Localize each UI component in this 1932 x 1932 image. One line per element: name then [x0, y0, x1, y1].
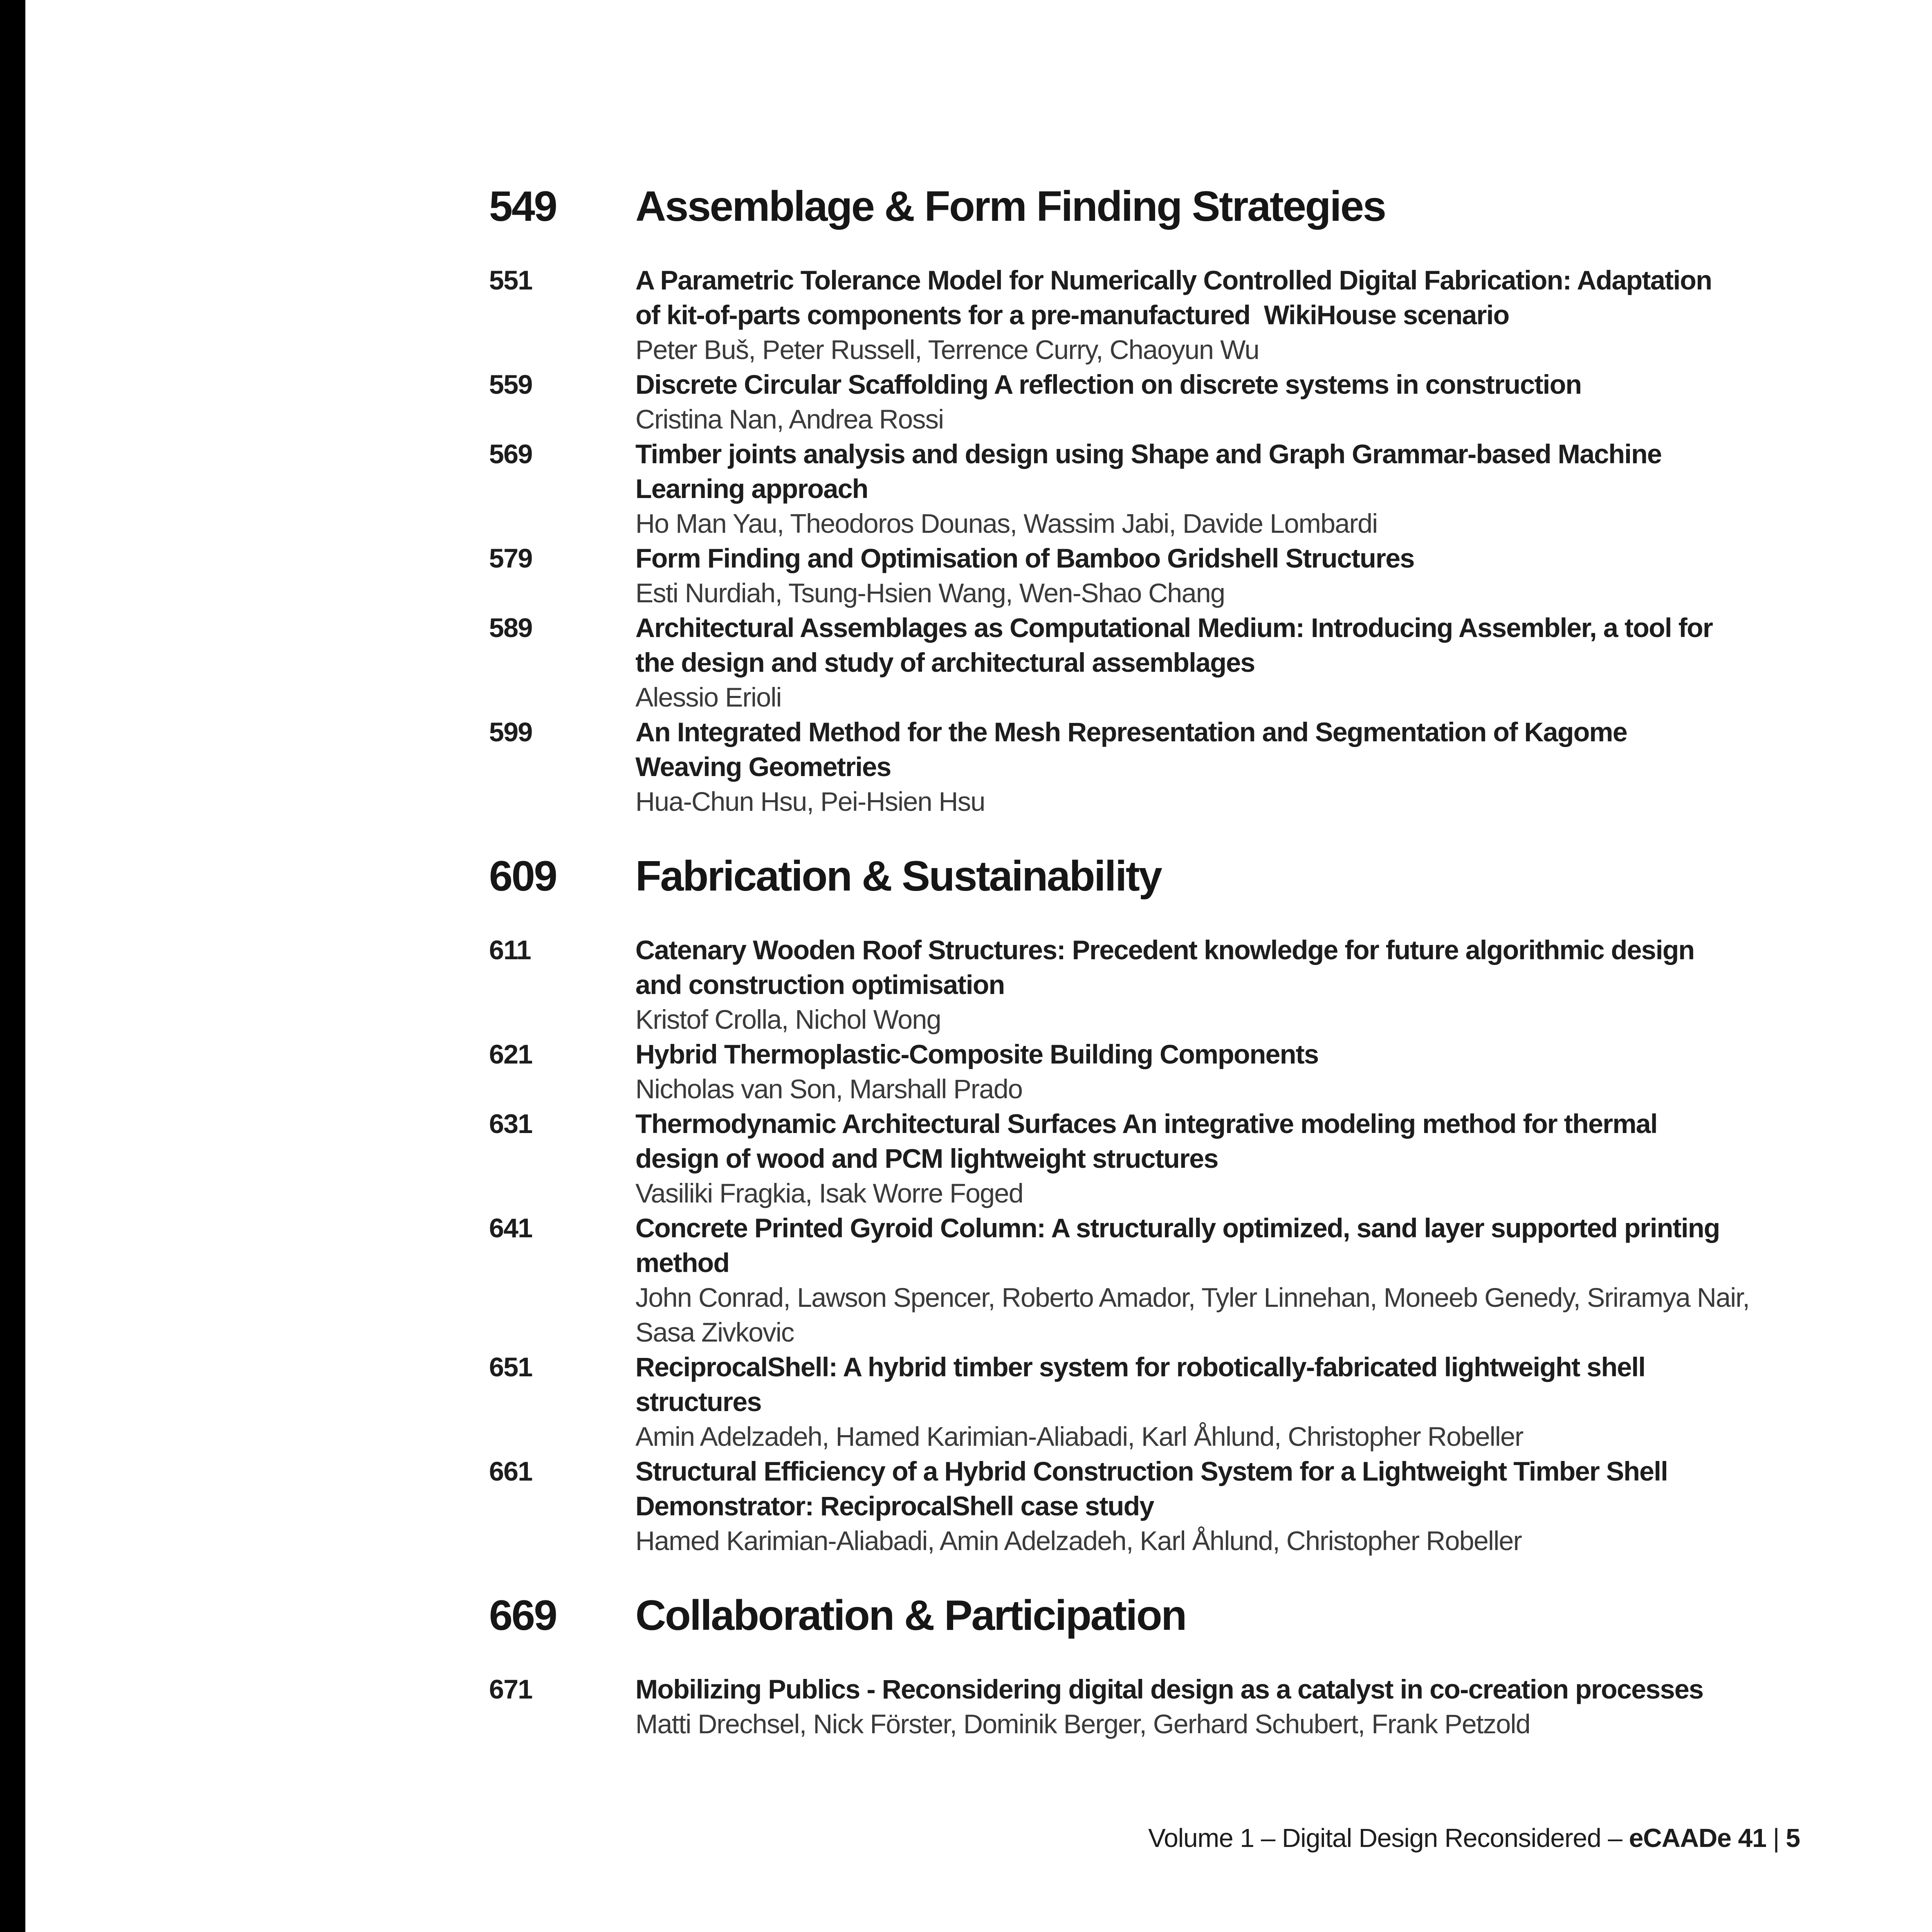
entry-title-line: Catenary Wooden Roof Structures: Precedent knowledge for future algorithmic design — [635, 935, 1694, 965]
entry-page-number: 569 — [489, 439, 532, 469]
entry-authors-line: Kristof Crolla, Nichol Wong — [635, 1004, 941, 1034]
toc-entry — [489, 1350, 1851, 1454]
entry-authors-line: Matti Drechsel, Nick Förster, Dominik Berger, Gerhard Schubert, Frank Petzold — [635, 1709, 1530, 1739]
page-footer — [1148, 1824, 1800, 1852]
toc-entry — [489, 367, 1851, 437]
entry-text — [635, 1106, 1851, 1211]
entry-title-line: Hybrid Thermoplastic-Composite Building Components — [635, 1039, 1319, 1069]
entry-text — [635, 541, 1851, 610]
entry-title-line: Discrete Circular Scaffolding A reflection on discrete systems in construction — [635, 369, 1582, 399]
section-entries — [489, 263, 1851, 819]
section-title: Fabrication & Sustainability — [635, 853, 1161, 900]
toc-entry — [489, 541, 1851, 610]
entry-page-number: 579 — [489, 543, 532, 573]
toc-entry — [489, 1672, 1851, 1741]
entry-authors-line: Cristina Nan, Andrea Rossi — [635, 404, 944, 434]
entry-title-line: Thermodynamic Architectural Surfaces An integrative modeling method for thermal — [635, 1108, 1657, 1139]
entry-text — [635, 263, 1851, 367]
entry-title-line: Demonstrator: ReciprocalShell case study — [635, 1491, 1154, 1521]
entry-page-number: 559 — [489, 369, 532, 399]
entry-title-line: Timber joints analysis and design using Shape and Graph Grammar-based Machine — [635, 439, 1662, 469]
entry-text — [635, 933, 1851, 1037]
toc-entry — [489, 1454, 1851, 1558]
entry-text — [635, 715, 1851, 819]
section-title: Collaboration & Participation — [635, 1592, 1186, 1639]
entry-text — [635, 1350, 1851, 1454]
toc-entry — [489, 1106, 1851, 1211]
page-edge-bar — [0, 0, 25, 1932]
entry-page-number: 589 — [489, 613, 532, 643]
entry-page-number: 641 — [489, 1213, 532, 1243]
entry-text — [635, 1672, 1851, 1741]
section-entries — [489, 1672, 1851, 1741]
section-page-number: 549 — [489, 183, 556, 230]
entry-authors-line: Sasa Zivkovic — [635, 1317, 794, 1347]
section-page-number: 669 — [489, 1592, 556, 1639]
entry-text — [635, 367, 1851, 437]
entry-authors-line: Hamed Karimian-Aliabadi, Amin Adelzadeh, Karl Åhlund, Christopher Robeller — [635, 1526, 1522, 1556]
toc-entry — [489, 715, 1851, 819]
entry-title-line: Weaving Geometries — [635, 752, 891, 782]
entry-authors-line: Amin Adelzadeh, Hamed Karimian-Aliabadi, Karl Åhlund, Christopher Robeller — [635, 1421, 1523, 1452]
entry-title-line: design of wood and PCM lightweight structures — [635, 1143, 1218, 1174]
section-page-number: 609 — [489, 853, 556, 900]
footer-page-number: 5 — [1786, 1823, 1800, 1853]
entry-page-number: 631 — [489, 1108, 532, 1139]
entry-authors-line: Peter Buš, Peter Russell, Terrence Curry, Chaoyun Wu — [635, 334, 1259, 365]
entry-title-line: Architectural Assemblages as Computational Medium: Introducing Assembler, a tool for — [635, 613, 1713, 643]
entry-page-number: 551 — [489, 265, 532, 295]
entry-title-line: and construction optimisation — [635, 969, 1005, 1000]
entry-title-line: Concrete Printed Gyroid Column: A structurally optimized, sand layer supported printing — [635, 1213, 1720, 1243]
section-heading-row — [489, 853, 1851, 900]
entry-title-line: Form Finding and Optimisation of Bamboo Gridshell Structures — [635, 543, 1414, 573]
toc-entry — [489, 933, 1851, 1037]
entry-title-line: An Integrated Method for the Mesh Representation and Segmentation of Kagome — [635, 717, 1627, 747]
section-entries — [489, 933, 1851, 1558]
entry-text — [635, 1037, 1851, 1106]
entry-page-number: 671 — [489, 1674, 532, 1704]
footer-divider-bar: | — [1773, 1823, 1779, 1853]
entry-authors-line: Ho Man Yau, Theodoros Dounas, Wassim Jabi, Davide Lombardi — [635, 508, 1378, 539]
entry-authors-line: Esti Nurdiah, Tsung-Hsien Wang, Wen-Shao Chang — [635, 578, 1225, 608]
entry-page-number: 621 — [489, 1039, 532, 1069]
entry-title-line: the design and study of architectural assemblages — [635, 647, 1255, 678]
entry-title-line: structures — [635, 1387, 761, 1417]
entry-title-line: Structural Efficiency of a Hybrid Construction System for a Lightweight Timber Shell — [635, 1456, 1668, 1486]
toc-entry — [489, 1211, 1851, 1350]
toc-entry — [489, 1037, 1851, 1106]
entry-text — [635, 610, 1851, 715]
entry-text — [635, 1454, 1851, 1558]
footer-volume-text: Volume 1 – Digital Design Reconsidered – — [1148, 1823, 1629, 1853]
table-of-contents — [489, 183, 1851, 1741]
entry-title-line: Mobilizing Publics - Reconsidering digital design as a catalyst in co-creation processes — [635, 1674, 1703, 1704]
entry-authors-line: John Conrad, Lawson Spencer, Roberto Amador, Tyler Linnehan, Moneeb Genedy, Sriramya Nair, — [635, 1282, 1750, 1313]
entry-page-number: 651 — [489, 1352, 532, 1382]
toc-entry — [489, 610, 1851, 715]
entry-page-number: 611 — [489, 935, 531, 965]
entry-text — [635, 437, 1851, 541]
section-heading-row — [489, 183, 1851, 230]
entry-authors-line: Alessio Erioli — [635, 682, 781, 712]
toc-entry — [489, 263, 1851, 367]
section-title: Assemblage & Form Finding Strategies — [635, 183, 1385, 230]
entry-title-line: method — [635, 1248, 729, 1278]
entry-authors-line: Hua-Chun Hsu, Pei-Hsien Hsu — [635, 786, 985, 817]
entry-text — [635, 1211, 1851, 1350]
entry-page-number: 661 — [489, 1456, 532, 1486]
entry-title-line: A Parametric Tolerance Model for Numerically Controlled Digital Fabrication: Adaptation — [635, 265, 1712, 295]
toc-entry — [489, 437, 1851, 541]
entry-title-line: of kit-of-parts components for a pre-manufactured WikiHouse scenario — [635, 300, 1509, 330]
entry-title-line: Learning approach — [635, 473, 868, 504]
entry-authors-line: Nicholas van Son, Marshall Prado — [635, 1074, 1023, 1104]
section-heading-row — [489, 1592, 1851, 1639]
entry-authors-line: Vasiliki Fragkia, Isak Worre Foged — [635, 1178, 1023, 1208]
entry-page-number: 599 — [489, 717, 532, 747]
entry-title-line: ReciprocalShell: A hybrid timber system for robotically-fabricated lightweight shell — [635, 1352, 1645, 1382]
footer-brand: eCAADe 41 — [1629, 1823, 1766, 1853]
